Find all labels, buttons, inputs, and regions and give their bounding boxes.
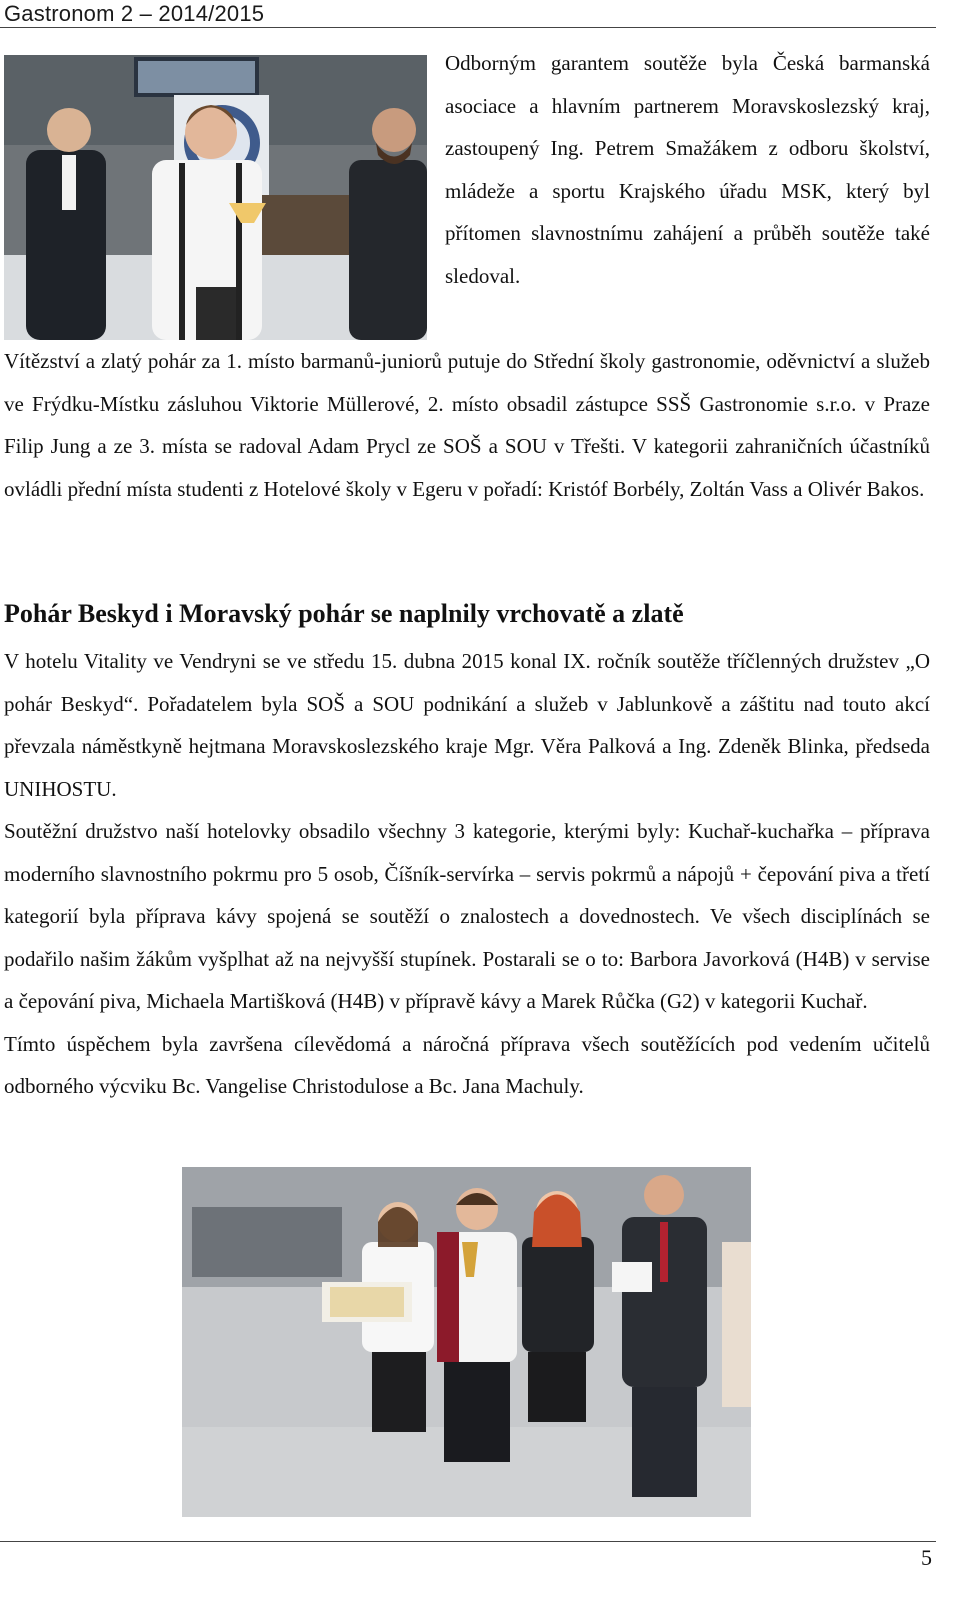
closing-paragraph: Tímto úspěchem byla završena cílevědomá a náročná příprava všech soutěžících pod vedením učitelů odborného výcviku Bc. Vangelise Christodulose a Bc. Jana Machuly. (4, 1031, 930, 1098)
intro-paragraph: Odborným garantem soutěže byla Česká barmanská asociace a hlavním partnerem Moravskoslezský kraj, zastoupený Ing. Petrem Smažákem z odboru školství, mládeže a sportu Krajského úřadu MSK, který byl přítomen slavnostnímu zahájení a průběh soutěže také sledoval. (445, 51, 930, 288)
running-header: Gastronom 2 – 2014/2015 (4, 1, 265, 26)
bartender-competition-photo (4, 55, 427, 340)
team-results-paragraph: Soutěžní družstvo naší hotelovky obsadilo všechny 3 kategorie, kterými byly: Kuchař-kuchařka – příprava moderního slavnostního pokrmu pro 5 osob, Číšník-servírka – servis pokrmů a nápojů + čepování piva a třetí kategorií byla příprava kávy spojená se soutěží o znalostech a dovednostech. Ve všech disciplínách se podařilo našim žákům vyšplhat až na nejvyšší stupínek. Postarali se o to: Barbora Javorková (H4B) v servise a čepování piva, Michaela Martišková (H4B) v přípravě kávy a Marek Růčka (G2) v kategorii Kuchař. (4, 819, 930, 1013)
results-paragraph: Vítězství a zlatý pohár za 1. místo barmanů-juniorů putuje do Střední školy gastronomie, oděvnictví a služeb ve Frýdku-Místku zásluhou Viktorie Müllerové, 2. místo obsadil zástupce SSŠ Gastronomie s.r.o. v Praze Filip Jung a ze 3. místa se radoval Adam Prycl ze SOŠ a SOU v Třešti. V kategorii zahraničních účastníků ovládli přední místa studenti z Hotelové školy v Egeru v pořadí: Kristóf Borbély, Zoltán Vass a Olivér Bakos. (4, 349, 930, 501)
page-number: 5 (921, 1545, 932, 1570)
footer-divider (0, 1541, 936, 1542)
header-divider (0, 27, 936, 28)
winning-team-photo (182, 1167, 751, 1517)
section-heading: Pohár Beskyd i Moravský pohár se naplnily vrchovatě a zlatě (4, 599, 684, 628)
event-paragraph: V hotelu Vitality ve Vendryni se ve středu 15. dubna 2015 konal IX. ročník soutěže tříčlenných družstev „O pohár Beskyd“. Pořadatelem byla SOŠ a SOU podnikání a služeb v Jablunkově a záštitu nad touto akcí převzala náměstkyně hejtmana Moravskoslezského kraje Mgr. Věra Palková a Ing. Zdeněk Blinka, předseda UNIHOSTU. (4, 649, 930, 801)
article-body (4, 640, 930, 1108)
